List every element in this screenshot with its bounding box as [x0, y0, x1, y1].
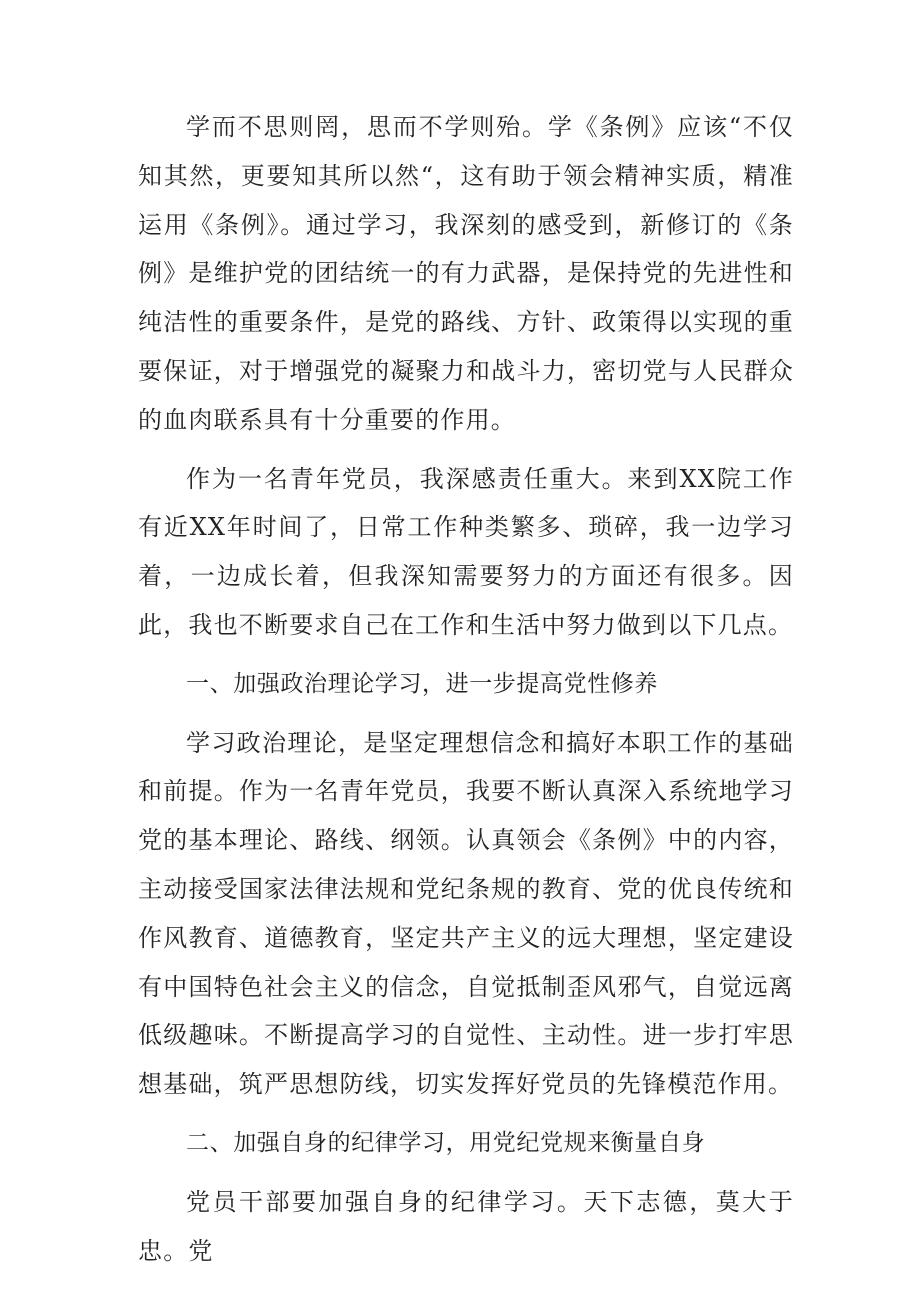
paragraph-discipline-study: 党员干部要加强自身的纪律学习。天下志德，莫大于忠。党	[138, 1187, 794, 1265]
heading-discipline-study: 二、加强自身的纪律学习，用党纪党规来衡量自身	[186, 1129, 706, 1156]
document-body	[138, 103, 794, 1285]
paragraph-study-regulations: 学而不思则罔，思而不学则殆。学《条例》应该“不仅知其然，更要知其所以然“，这有助于领会精神实质，精准运用《条例》。通过学习，我深刻的感受到，新修订的《条例》是维护党的团结统一的有力武器，是保持党的先进性和纯洁性的重要条件，是党的路线、方针、政策得以实现的重要保证，对于增强党的凝聚力和战斗力，密切党与人民群众的血肉联系具有十分重要的作用。	[138, 113, 794, 434]
paragraph-young-member: 作为一名青年党员，我深感责任重大。来到XX院工作有近XX年时间了，日常工作种类繁多、琐碎，我一边学习着，一边成长着，但我深知需要努力的方面还有很多。因此，我也不断要求自己在工作和生活中努力做到以下几点。	[138, 464, 794, 639]
paragraph-political-theory: 学习政治理论，是坚定理想信念和搞好本职工作的基础和前提。作为一名青年党员，我要不断认真深入系统地学习党的基本理论、路线、纲领。认真领会《条例》中的内容，主动接受国家法律法规和党纪条规的教育、党的优良传统和作风教育、道德教育，坚定共产主义的远大理想，坚定建设有中国特色社会主义的信念，自觉抵制歪风邪气，自觉远离低级趣味。不断提高学习的自觉性、主动性。进一步打牢思想基础，筑严思想防线，切实发挥好党员的先锋模范作用。	[138, 728, 794, 1099]
heading-political-theory: 一、加强政治理论学习，进一步提高党性修养	[186, 670, 658, 697]
